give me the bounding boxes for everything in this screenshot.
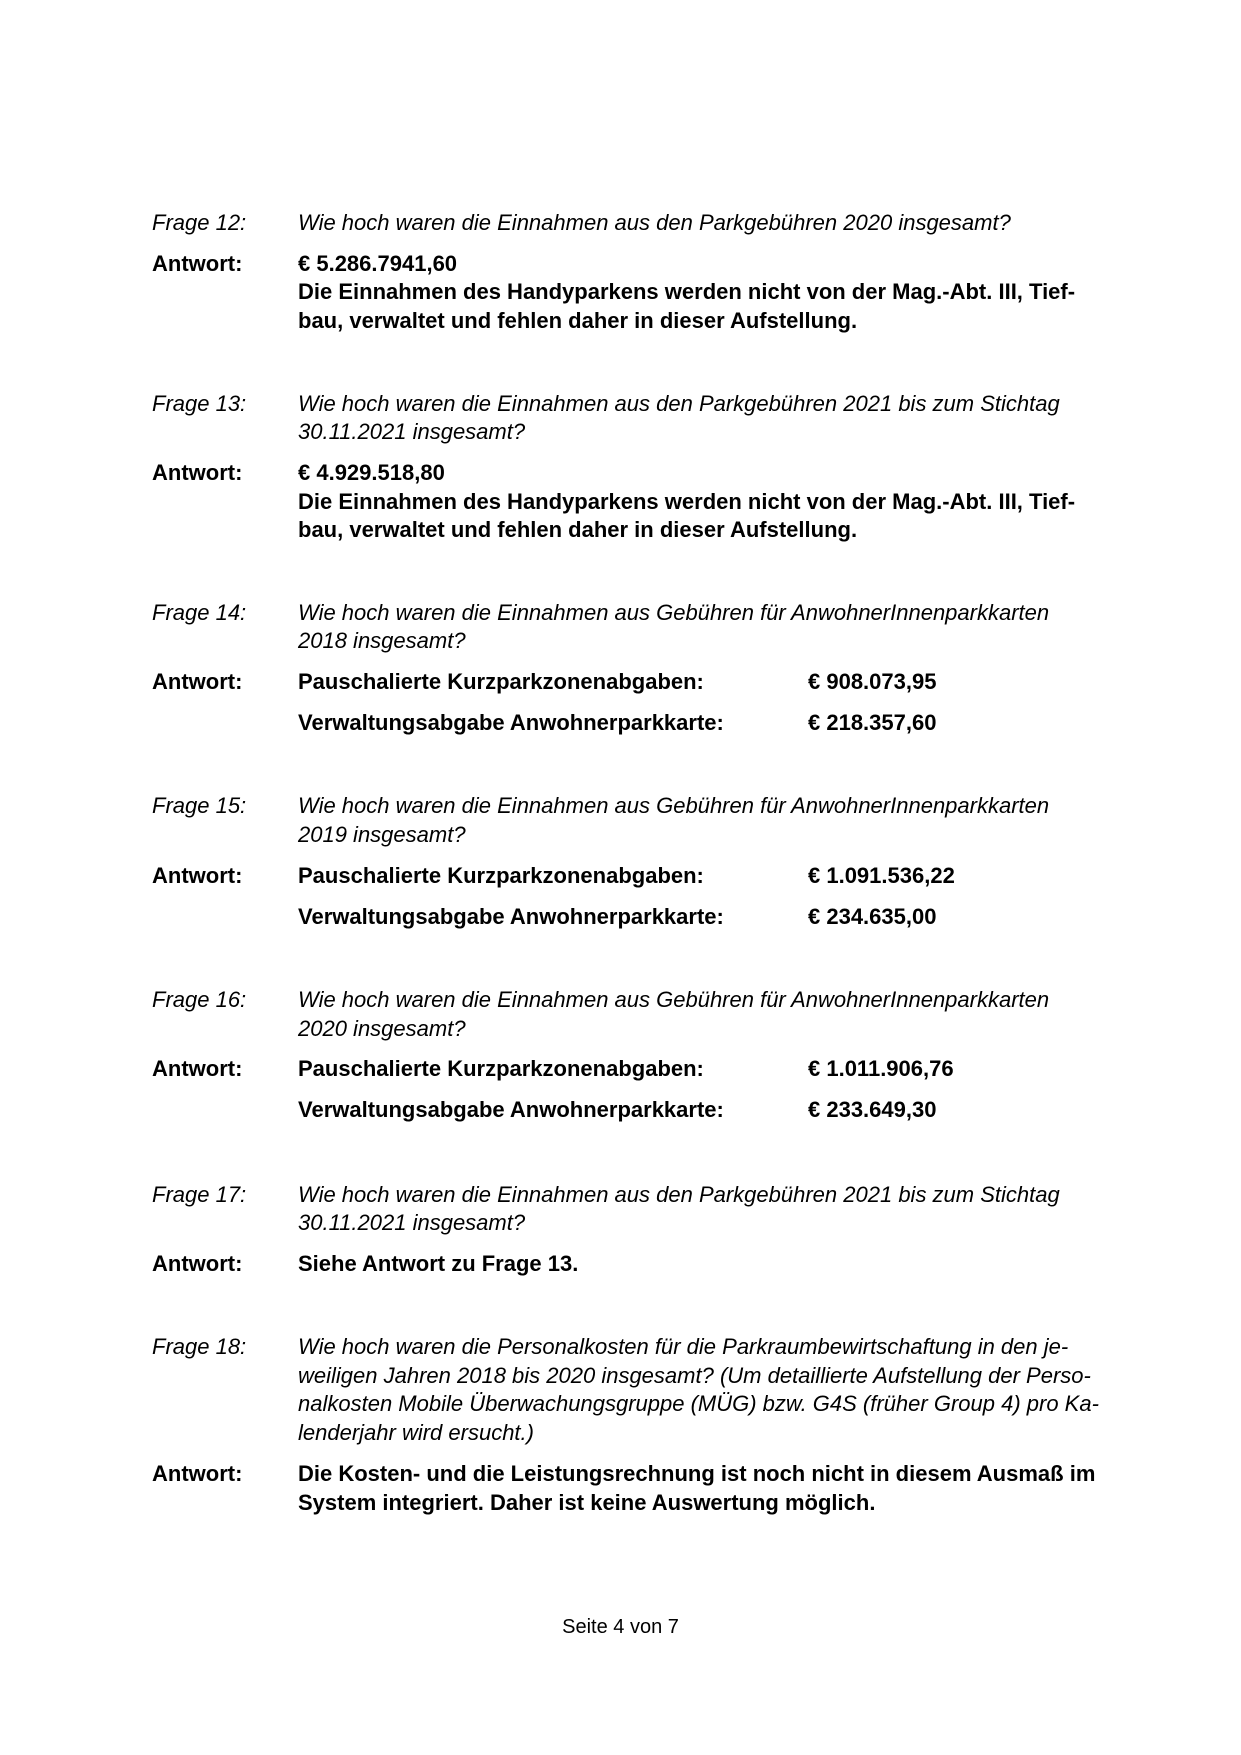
frage-13-text-line-1: Wie hoch waren die Einnahmen aus den Parkgebühren 2021 bis zum Stichtag xyxy=(298,391,1060,416)
antwort-14-row-1-label: Pauschalierte Kurzparkzonenabgaben: xyxy=(298,669,704,694)
antwort-15-row-2-label: Verwaltungsabgabe Anwohnerparkkarte: xyxy=(298,904,724,929)
frage-18-text-line-2: weiligen Jahren 2018 bis 2020 insgesamt? (Um detaillierte Aufstellung der Perso- xyxy=(298,1363,1091,1388)
frage-15-label: Frage 15: xyxy=(152,793,247,818)
antwort-13-line-3: bau, verwaltet und fehlen daher in dieser Aufstellung. xyxy=(298,517,858,542)
antwort-17-line-1: Siehe Antwort zu Frage 13. xyxy=(298,1251,579,1276)
antwort-12-line-2: Die Einnahmen des Handyparkens werden nicht von der Mag.-Abt. III, Tief- xyxy=(298,279,1076,304)
antwort-16-row-1-label: Pauschalierte Kurzparkzonenabgaben: xyxy=(298,1056,704,1081)
frage-18-text-line-3: nalkosten Mobile Überwachungsgruppe (MÜG) bzw. G4S (früher Group 4) pro Ka- xyxy=(298,1391,1099,1416)
antwort-18-line-2: System integriert. Daher ist keine Auswertung möglich. xyxy=(298,1490,876,1515)
antwort-14-label: Antwort: xyxy=(152,669,243,694)
frage-17-text-line-1: Wie hoch waren die Einnahmen aus den Parkgebühren 2021 bis zum Stichtag xyxy=(298,1182,1060,1207)
antwort-12-line-3: bau, verwaltet und fehlen daher in dieser Aufstellung. xyxy=(298,308,858,333)
antwort-14-row-2-value: € 218.357,60 xyxy=(808,710,937,735)
antwort-18-line-1: Die Kosten- und die Leistungsrechnung ist noch nicht in diesem Ausmaß im xyxy=(298,1461,1096,1486)
antwort-16-row-2-label: Verwaltungsabgabe Anwohnerparkkarte: xyxy=(298,1097,724,1122)
antwort-15-label: Antwort: xyxy=(152,863,243,888)
antwort-14-row-2-label: Verwaltungsabgabe Anwohnerparkkarte: xyxy=(298,710,724,735)
frage-12-label: Frage 12: xyxy=(152,210,247,235)
frage-13-label: Frage 13: xyxy=(152,391,247,416)
antwort-12-label: Antwort: xyxy=(152,251,243,276)
antwort-15-row-2-value: € 234.635,00 xyxy=(808,904,937,929)
antwort-15-row-1-value: € 1.091.536,22 xyxy=(808,863,955,888)
frage-18-text-line-1: Wie hoch waren die Personalkosten für die Parkraumbewirtschaftung in den je- xyxy=(298,1334,1069,1359)
antwort-15-row-1-label: Pauschalierte Kurzparkzonenabgaben: xyxy=(298,863,704,888)
frage-15-text-line-1: Wie hoch waren die Einnahmen aus Gebühren für AnwohnerInnenparkkarten xyxy=(298,793,1050,818)
antwort-16-label: Antwort: xyxy=(152,1056,243,1081)
frage-13-text-line-2: 30.11.2021 insgesamt? xyxy=(298,419,526,444)
antwort-13-line-2: Die Einnahmen des Handyparkens werden nicht von der Mag.-Abt. III, Tief- xyxy=(298,489,1076,514)
antwort-13-label: Antwort: xyxy=(152,460,243,485)
antwort-12-line-1: € 5.286.7941,60 xyxy=(298,251,458,276)
frage-16-text-line-1: Wie hoch waren die Einnahmen aus Gebühren für AnwohnerInnenparkkarten xyxy=(298,987,1050,1012)
antwort-16-row-2-value: € 233.649,30 xyxy=(808,1097,937,1122)
frage-18-label: Frage 18: xyxy=(152,1334,247,1359)
antwort-17-label: Antwort: xyxy=(152,1251,243,1276)
page-number-footer: Seite 4 von 7 xyxy=(562,1616,679,1638)
frage-12-text-line-1: Wie hoch waren die Einnahmen aus den Parkgebühren 2020 insgesamt? xyxy=(298,210,1011,235)
frage-16-label: Frage 16: xyxy=(152,987,247,1012)
frage-14-label: Frage 14: xyxy=(152,600,247,625)
antwort-13-line-1: € 4.929.518,80 xyxy=(298,460,445,485)
frage-16-text-line-2: 2020 insgesamt? xyxy=(298,1016,466,1041)
frage-14-text-line-1: Wie hoch waren die Einnahmen aus Gebühren für AnwohnerInnenparkkarten xyxy=(298,600,1050,625)
frage-14-text-line-2: 2018 insgesamt? xyxy=(298,628,466,653)
frage-18-text-line-4: lenderjahr wird ersucht.) xyxy=(298,1420,534,1445)
frage-15-text-line-2: 2019 insgesamt? xyxy=(298,822,466,847)
antwort-16-row-1-value: € 1.011.906,76 xyxy=(808,1056,954,1081)
frage-17-text-line-2: 30.11.2021 insgesamt? xyxy=(298,1210,526,1235)
antwort-18-label: Antwort: xyxy=(152,1461,243,1486)
antwort-14-row-1-value: € 908.073,95 xyxy=(808,669,937,694)
frage-17-label: Frage 17: xyxy=(152,1182,247,1207)
